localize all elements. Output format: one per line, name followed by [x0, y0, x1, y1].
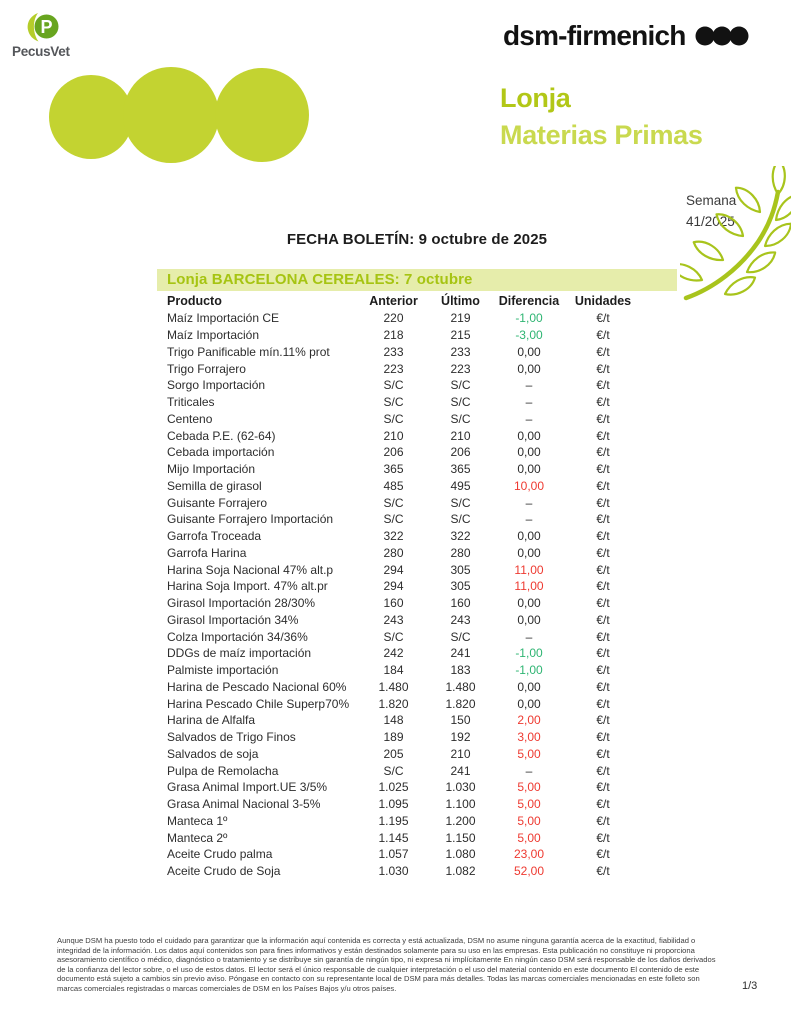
cell-ultimo: 1.082	[445, 864, 476, 879]
cell-producto: Girasol Importación 28/30%	[167, 596, 316, 611]
cell-ultimo: 305	[450, 562, 471, 577]
cell-unidades: €/t	[596, 696, 610, 711]
cell-producto: Salvados de soja	[167, 746, 259, 761]
wheat-branch-illustration	[680, 166, 791, 311]
table-row	[157, 444, 677, 461]
cell-unidades: €/t	[596, 679, 610, 694]
cell-unidades: €/t	[596, 763, 610, 778]
cell-ultimo: 241	[450, 646, 471, 661]
cell-ultimo: 280	[450, 545, 471, 560]
table-row	[157, 511, 677, 528]
cell-ultimo: 1.150	[445, 830, 476, 845]
cell-ultimo: S/C	[450, 495, 471, 510]
cell-ultimo: 219	[450, 311, 471, 326]
table-row	[157, 645, 677, 662]
cell-diferencia: 0,00	[517, 529, 541, 544]
col-header-producto: Producto	[167, 294, 222, 308]
cell-producto: Cebada P.E. (62-64)	[167, 428, 276, 443]
cell-ultimo: S/C	[450, 378, 471, 393]
cell-ultimo: S/C	[450, 395, 471, 410]
disclaimer-text: Aunque DSM ha puesto todo el cuidado para garantizar que la información aquí contenida es correcta y está actualizada, DSM no asume ninguna garantía acerca de la exactitud, fiabilidad o integridad de la información. Los datos aquí contenidos son para fines informativos y están destinados solamente para su uso en las empresas. Esta publicación no constituye ni proporciona asesoramiento científico o médico, diagnóstico o tratamiento y se distribuye sin garantía de ningún tipo, ni expresa ni implícitamente En ningún caso DSM será responsable de los daños derivados de la confianza del lector sobre, o el uso de estos datos. El lector será el único responsable de cualquier interpretación o el uso del material contenido en este documento El contenido de este documento está sujeto a cambios sin previo aviso. Póngase en contacto con su representante local de DSM para más detalles. Todas las marcas comerciales mencionadas en este folleto son marcas comerciales registradas o marcas comerciales de DSM en los Países Bajos y/u otros países.	[57, 936, 716, 993]
pecusvet-p-icon	[26, 12, 60, 44]
cell-diferencia: 3,00	[517, 730, 541, 745]
cell-diferencia: 5,00	[517, 780, 541, 795]
cell-anterior: 322	[383, 529, 404, 544]
cell-anterior: 243	[383, 612, 404, 627]
table-row	[157, 427, 677, 444]
cell-producto: Aceite Crudo de Soja	[167, 864, 281, 879]
section-title: Lonja BARCELONA CEREALES: 7 octubre	[167, 271, 473, 288]
table-row	[157, 578, 677, 595]
cell-ultimo: 1.480	[445, 679, 476, 694]
cell-anterior: S/C	[383, 629, 404, 644]
cell-unidades: €/t	[596, 328, 610, 343]
cell-anterior: 206	[383, 445, 404, 460]
table-row	[157, 712, 677, 729]
cell-producto: Guisante Forrajero Importación	[167, 512, 334, 527]
cell-unidades: €/t	[596, 411, 610, 426]
title-materias-primas: Materias Primas	[500, 120, 703, 150]
week-label: Semana	[686, 193, 737, 208]
table-row	[157, 377, 677, 394]
document-title	[500, 80, 703, 154]
cell-producto: Grasa Animal Nacional 3-5%	[167, 797, 321, 812]
cell-ultimo: 1.200	[445, 813, 476, 828]
cell-unidades: €/t	[596, 629, 610, 644]
table-row	[157, 762, 677, 779]
table-row	[157, 829, 677, 846]
cell-anterior: 184	[383, 663, 404, 678]
cell-unidades: €/t	[596, 730, 610, 745]
cell-unidades: €/t	[596, 478, 610, 493]
cell-diferencia: 0,00	[517, 462, 541, 477]
cell-unidades: €/t	[596, 462, 610, 477]
cell-ultimo: 183	[450, 663, 471, 678]
cell-unidades: €/t	[596, 612, 610, 627]
cell-diferencia: 0,00	[517, 679, 541, 694]
cell-producto: Maíz Importación	[167, 328, 260, 343]
cell-unidades: €/t	[596, 562, 610, 577]
table-row	[157, 612, 677, 629]
table-row	[157, 327, 677, 344]
table-row	[157, 310, 677, 327]
cell-ultimo: 243	[450, 612, 471, 627]
cell-ultimo: 305	[450, 579, 471, 594]
table-row	[157, 779, 677, 796]
cell-anterior: 294	[383, 579, 404, 594]
table-row	[157, 411, 677, 428]
cell-producto: Palmiste importación	[167, 663, 279, 678]
cell-producto: Grasa Animal Import.UE 3/5%	[167, 780, 328, 795]
cell-diferencia: 0,00	[517, 361, 541, 376]
table-row	[157, 729, 677, 746]
table-row	[157, 746, 677, 763]
cell-unidades: €/t	[596, 780, 610, 795]
section-header-band	[157, 269, 677, 291]
cell-producto: Colza Importación 34/36%	[167, 629, 308, 644]
table-row	[157, 478, 677, 495]
cell-diferencia: –	[525, 395, 533, 410]
cell-unidades: €/t	[596, 529, 610, 544]
cell-producto: Centeno	[167, 411, 213, 426]
table-row	[157, 360, 677, 377]
table-row	[157, 863, 677, 880]
cell-anterior: S/C	[383, 763, 404, 778]
cell-ultimo: S/C	[450, 411, 471, 426]
cell-ultimo: 223	[450, 361, 471, 376]
cell-anterior: 233	[383, 344, 404, 359]
cell-ultimo: 215	[450, 328, 471, 343]
table-row	[157, 494, 677, 511]
cell-diferencia: 0,00	[517, 596, 541, 611]
cell-anterior: 365	[383, 462, 404, 477]
cell-anterior: S/C	[383, 495, 404, 510]
cell-producto: DDGs de maíz importación	[167, 646, 312, 661]
cell-unidades: €/t	[596, 378, 610, 393]
cell-diferencia: 5,00	[517, 813, 541, 828]
cell-unidades: €/t	[596, 495, 610, 510]
cell-anterior: 485	[383, 478, 404, 493]
cell-producto: Harina Soja Nacional 47% alt.p	[167, 562, 334, 577]
cell-ultimo: 1.080	[445, 847, 476, 862]
cell-unidades: €/t	[596, 395, 610, 410]
table-row	[157, 796, 677, 813]
cell-diferencia: -1,00	[515, 311, 543, 326]
cell-ultimo: 322	[450, 529, 471, 544]
cell-diferencia: 2,00	[517, 713, 541, 728]
cell-anterior: 189	[383, 730, 404, 745]
cell-anterior: S/C	[383, 378, 404, 393]
table-row	[157, 679, 677, 696]
cell-unidades: €/t	[596, 746, 610, 761]
table-row	[157, 461, 677, 478]
cell-producto: Garrofa Troceada	[167, 529, 262, 544]
cell-unidades: €/t	[596, 445, 610, 460]
table-row	[157, 662, 677, 679]
cell-ultimo: S/C	[450, 512, 471, 527]
cell-anterior: 218	[383, 328, 404, 343]
table-row	[157, 813, 677, 830]
col-header-ultimo: Último	[441, 294, 480, 308]
cell-diferencia: 11,00	[514, 579, 544, 594]
dsm-firmenich-logo	[503, 20, 749, 52]
cell-producto: Aceite Crudo palma	[167, 847, 273, 862]
cell-ultimo: 160	[450, 596, 471, 611]
pecusvet-wordmark: PecusVet	[12, 44, 70, 59]
cell-ultimo: 241	[450, 763, 471, 778]
cell-diferencia: 0,00	[517, 545, 541, 560]
cell-ultimo: 1.030	[445, 780, 476, 795]
cell-diferencia: –	[525, 512, 533, 527]
cell-ultimo: 210	[450, 428, 471, 443]
cell-diferencia: –	[525, 763, 533, 778]
cell-producto: Harina de Pescado Nacional 60%	[167, 679, 347, 694]
cell-unidades: €/t	[596, 512, 610, 527]
cell-ultimo: 233	[450, 344, 471, 359]
cell-diferencia: 10,00	[513, 478, 545, 493]
cell-diferencia: –	[525, 495, 533, 510]
cell-diferencia: -1,00	[515, 663, 543, 678]
cell-diferencia: 11,00	[514, 562, 544, 577]
cell-unidades: €/t	[596, 813, 610, 828]
cell-unidades: €/t	[596, 646, 610, 661]
price-table	[157, 310, 677, 880]
cell-anterior: 1.025	[378, 780, 409, 795]
col-header-diferencia: Diferencia	[498, 294, 560, 308]
col-header-anterior: Anterior	[369, 294, 418, 308]
cell-producto: Semilla de girasol	[167, 478, 262, 493]
table-header-row	[157, 292, 677, 310]
cell-anterior: S/C	[383, 395, 404, 410]
cell-diferencia: –	[525, 378, 533, 393]
cell-unidades: €/t	[596, 596, 610, 611]
cell-anterior: 220	[383, 311, 404, 326]
cell-ultimo: 150	[450, 713, 471, 728]
cell-ultimo: 210	[450, 746, 471, 761]
cell-unidades: €/t	[596, 545, 610, 560]
cell-diferencia: 0,00	[517, 428, 541, 443]
cell-producto: Manteca 1º	[167, 813, 228, 828]
cell-diferencia: 5,00	[517, 746, 541, 761]
cell-anterior: 223	[383, 361, 404, 376]
cell-unidades: €/t	[596, 428, 610, 443]
cell-anterior: 1.820	[378, 696, 409, 711]
dsm-wordmark: dsm-firmenich	[503, 20, 686, 51]
cell-ultimo: 365	[450, 462, 471, 477]
cell-producto: Manteca 2º	[167, 830, 228, 845]
cell-producto: Cebada importación	[167, 445, 275, 460]
cell-producto: Trigo Panificable mín.11% prot	[167, 344, 330, 359]
cell-ultimo: 1.100	[445, 797, 476, 812]
cell-diferencia: –	[525, 411, 533, 426]
table-row	[157, 394, 677, 411]
dsm-dots-icon	[695, 25, 749, 47]
cell-ultimo: 1.820	[445, 696, 476, 711]
cell-anterior: 1.057	[378, 847, 409, 862]
svg-text:P: P	[40, 17, 53, 37]
cell-diferencia: 0,00	[517, 612, 541, 627]
cell-producto: Trigo Forrajero	[167, 361, 246, 376]
table-row	[157, 561, 677, 578]
cell-diferencia: 5,00	[517, 830, 541, 845]
cell-diferencia: 0,00	[517, 344, 541, 359]
cell-unidades: €/t	[596, 579, 610, 594]
page-number: 1/3	[742, 980, 758, 992]
cell-unidades: €/t	[596, 311, 610, 326]
table-row	[157, 846, 677, 863]
cell-anterior: S/C	[383, 411, 404, 426]
cell-anterior: 242	[383, 646, 404, 661]
three-circles-graphic	[48, 66, 312, 166]
cell-anterior: 294	[383, 562, 404, 577]
cell-producto: Harina de Alfalfa	[167, 713, 256, 728]
cell-anterior: 280	[383, 545, 404, 560]
bulletin-date: FECHA BOLETÍN: 9 octubre de 2025	[286, 231, 548, 248]
cell-diferencia: 5,00	[517, 797, 541, 812]
cell-producto: Triticales	[167, 395, 215, 410]
cell-unidades: €/t	[596, 663, 610, 678]
cell-anterior: 1.145	[378, 830, 409, 845]
cell-unidades: €/t	[596, 847, 610, 862]
cell-diferencia: –	[525, 629, 533, 644]
cell-producto: Garrofa Harina	[167, 545, 247, 560]
title-lonja: Lonja	[500, 83, 571, 113]
cell-diferencia: 0,00	[517, 696, 541, 711]
col-header-unidades: Unidades	[574, 294, 632, 308]
cell-diferencia: 52,00	[513, 864, 545, 879]
table-row	[157, 344, 677, 361]
cell-diferencia: 0,00	[517, 445, 541, 460]
cell-anterior: 1.030	[378, 864, 409, 879]
week-value: 41/2025	[686, 214, 735, 229]
cell-diferencia: -1,00	[515, 646, 543, 661]
cell-diferencia: 23,00	[513, 847, 545, 862]
cell-unidades: €/t	[596, 864, 610, 879]
cell-producto: Salvados de Trigo Finos	[167, 730, 296, 745]
cell-ultimo: S/C	[450, 629, 471, 644]
cell-anterior: 1.095	[378, 797, 409, 812]
cell-anterior: S/C	[383, 512, 404, 527]
cell-ultimo: 192	[450, 730, 471, 745]
cell-producto: Harina Soja Import. 47% alt.pr	[167, 579, 328, 594]
cell-anterior: 160	[383, 596, 404, 611]
cell-producto: Harina Pescado Chile Superp70%	[167, 696, 350, 711]
cell-unidades: €/t	[596, 830, 610, 845]
table-row	[157, 628, 677, 645]
cell-unidades: €/t	[596, 361, 610, 376]
cell-anterior: 205	[383, 746, 404, 761]
cell-anterior: 210	[383, 428, 404, 443]
table-row	[157, 528, 677, 545]
cell-ultimo: 206	[450, 445, 471, 460]
cell-anterior: 1.195	[378, 813, 409, 828]
cell-producto: Sorgo Importación	[167, 378, 266, 393]
cell-producto: Guisante Forrajero	[167, 495, 268, 510]
cell-producto: Maíz Importación CE	[167, 311, 280, 326]
cell-anterior: 1.480	[378, 679, 409, 694]
cell-producto: Pulpa de Remolacha	[167, 763, 279, 778]
cell-ultimo: 495	[450, 478, 471, 493]
cell-anterior: 148	[383, 713, 404, 728]
cell-producto: Mijo Importación	[167, 462, 256, 477]
table-row	[157, 545, 677, 562]
cell-unidades: €/t	[596, 344, 610, 359]
cell-unidades: €/t	[596, 797, 610, 812]
cell-diferencia: -3,00	[515, 328, 543, 343]
cell-producto: Girasol Importación 34%	[167, 612, 299, 627]
table-row	[157, 695, 677, 712]
table-row	[157, 595, 677, 612]
cell-unidades: €/t	[596, 713, 610, 728]
